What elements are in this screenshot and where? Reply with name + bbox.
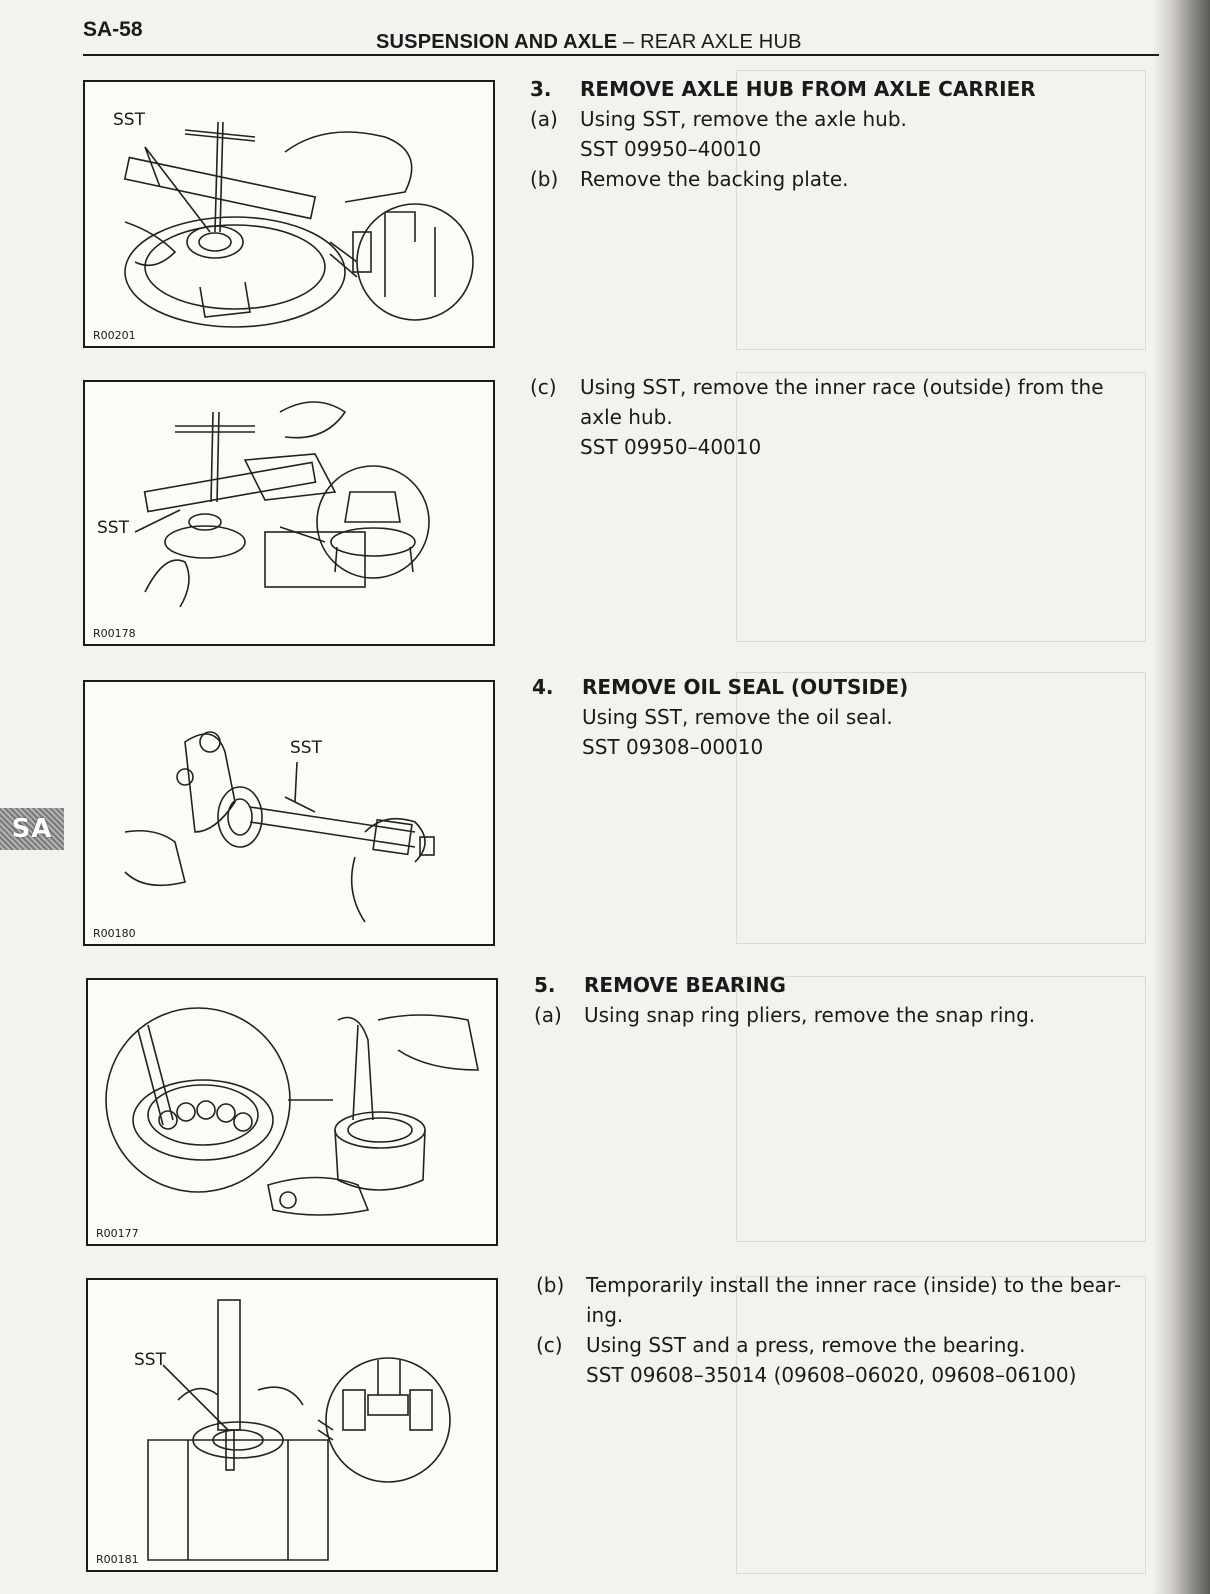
step-3 <box>530 74 1036 194</box>
step-number: 3. <box>530 77 552 101</box>
figure-code: R00177 <box>96 1227 139 1240</box>
sst-number: SST 09308–00010 <box>582 735 764 759</box>
figure-code: R00201 <box>93 329 136 342</box>
sst-number: SST 09950–40010 <box>580 435 762 459</box>
title-separator: – <box>617 31 641 53</box>
figure-snap-ring-removal <box>86 978 498 1246</box>
substep-text: Using SST, remove the axle hub. <box>580 107 907 131</box>
substep-text: Using SST, remove the inner race (outside) from the <box>580 375 1104 399</box>
substep-label: (a) <box>534 1003 562 1027</box>
sst-callout: SST <box>113 110 145 130</box>
figure-inner-race-removal <box>83 380 495 646</box>
substep-label: (c) <box>530 375 557 399</box>
substep-text: Using SST and a press, remove the bearing. <box>586 1333 1026 1357</box>
figure-oil-seal-removal <box>83 680 495 946</box>
step-heading: REMOVE AXLE HUB FROM AXLE CARRIER <box>580 77 1036 101</box>
bearing-press-illustration <box>88 1280 496 1570</box>
substep-text: Temporarily install the inner race (inside) to the bear- <box>586 1273 1122 1297</box>
figure-code: R00178 <box>93 627 136 640</box>
section-sub: REAR AXLE HUB <box>640 31 802 53</box>
sst-callout: SST <box>97 518 129 538</box>
figure-code: R00181 <box>96 1553 139 1566</box>
snap-ring-pliers-illustration <box>88 980 496 1244</box>
step-heading: REMOVE OIL SEAL (OUTSIDE) <box>582 675 909 699</box>
sst-number: SST 09608–35014 (09608–06020, 09608–06100) <box>586 1363 1077 1387</box>
step-text: Using SST, remove the oil seal. <box>582 705 893 729</box>
section-tab-label: SA <box>11 814 53 844</box>
substep-text-cont: ing. <box>586 1303 624 1327</box>
substep-label: (c) <box>536 1333 563 1357</box>
step-number: 4. <box>532 675 554 699</box>
section-tab <box>0 808 64 850</box>
substep-label: (b) <box>530 167 559 191</box>
step-3c <box>530 372 1104 462</box>
step-5 <box>534 970 1035 1030</box>
step-5bc <box>536 1270 1121 1390</box>
page-edge-shadow <box>1152 0 1210 1594</box>
substep-label: (b) <box>536 1273 565 1297</box>
figure-bearing-press <box>86 1278 498 1572</box>
substep-text: Remove the backing plate. <box>580 167 849 191</box>
oil-seal-puller-illustration <box>85 682 493 944</box>
substep-text: Using snap ring pliers, remove the snap ring. <box>584 1003 1036 1027</box>
sst-callout: SST <box>290 738 322 758</box>
substep-label: (a) <box>530 107 558 131</box>
sst-number: SST 09950–40010 <box>580 137 762 161</box>
section-main: SUSPENSION AND AXLE <box>376 31 618 53</box>
step-heading: REMOVE BEARING <box>584 973 786 997</box>
page-title <box>376 31 802 54</box>
axle-hub-puller-illustration <box>85 82 493 346</box>
step-number: 5. <box>534 973 556 997</box>
sst-callout: SST <box>134 1350 166 1370</box>
substep-text-cont: axle hub. <box>580 405 673 429</box>
inner-race-puller-illustration <box>85 382 493 644</box>
page-number: SA-58 <box>83 18 143 41</box>
header-rule <box>83 54 1159 56</box>
figure-axle-hub-removal <box>83 80 495 348</box>
step-4 <box>532 672 908 762</box>
figure-code: R00180 <box>93 927 136 940</box>
